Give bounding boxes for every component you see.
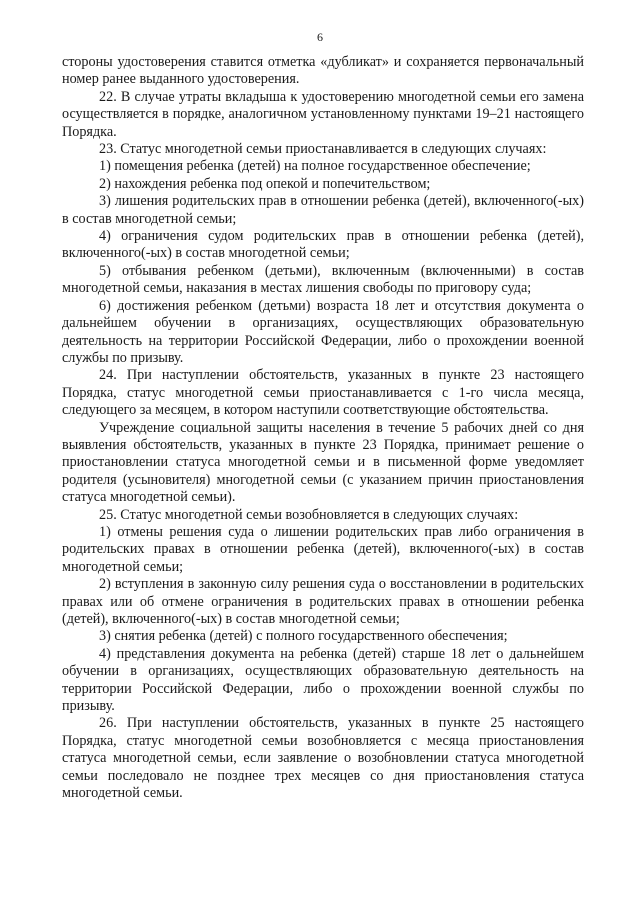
paragraph-24: 24. При наступлении обстоятельств, указанных в пункте 23 настоящего Порядка, статус многодетной семьи приостанавливается с 1-го числа месяца, следующего за месяцем, в котором наступили соответствующие обстоятельства. <box>62 367 584 419</box>
paragraph-23: 23. Статус многодетной семьи приостанавливается в следующих случаях: <box>99 141 547 158</box>
paragraph-24-notice: Учреждение социальной защиты населения в течение 5 рабочих дней со дня выявления обстоятельств, указанных в пункте 23 Порядка, принимает решение о приостановлении статуса многодетной семьи и в письменной форме уведомляет родителя (усыновителя) многодетной семьи (с указанием причин приостановления статуса многодетной семьи). <box>62 419 584 506</box>
paragraph-25-item-1: 1) отмены решения суда о лишении родительских прав либо ограничения в родительских правах в отношении ребенка (детей), включенного(-ых) в состав многодетной семьи; <box>62 523 584 575</box>
paragraph-continuation: стороны удостоверения ставится отметка «дубликат» и сохраняется первоначальный номер ранее выданного удостоверения. <box>62 54 584 88</box>
paragraph-23-item-3: 3) лишения родительских прав в отношении ребенка (детей), включенного(-ых) в состав многодетной семьи; <box>62 193 584 227</box>
paragraph-23-item-4: 4) ограничения судом родительских прав в отношении ребенка (детей), включенного(-ых) в состав многодетной семьи; <box>62 228 584 262</box>
paragraph-23-item-6: 6) достижения ребенком (детьми) возраста 18 лет и отсутствия документа о дальнейшем обучении в организациях, осуществляющих образовательную деятельность на территории Российской Федерации, либо о прохождении военной службы по призыву. <box>62 297 584 366</box>
paragraph-25-item-3: 3) снятия ребенка (детей) с полного государственного обеспечения; <box>99 628 508 645</box>
paragraph-25: 25. Статус многодетной семьи возобновляется в следующих случаях: <box>99 506 519 523</box>
paragraph-23-item-1: 1) помещения ребенка (детей) на полное государственное обеспечение; <box>99 158 531 175</box>
document-body <box>62 54 584 802</box>
paragraph-22: 22. В случае утраты вкладыша к удостоверению многодетной семьи его замена осуществляется в порядке, аналогичном установленному пунктами 19–21 настоящего Порядка. <box>62 88 584 140</box>
page-number: 6 <box>317 30 323 44</box>
paragraph-23-item-2: 2) нахождения ребенка под опекой и попечительством; <box>99 175 431 192</box>
paragraph-25-item-2: 2) вступления в законную силу решения суда о восстановлении в родительских правах или об отмене ограничения в родительских правах в отношении ребенка (детей), включенного(-ых) в состав многодетной семьи; <box>62 576 584 627</box>
paragraph-23-item-5: 5) отбывания ребенком (детьми), включенным (включенными) в состав многодетной семьи, наказания в местах лишения свободы по приговору суда; <box>62 262 584 297</box>
paragraph-25-item-4: 4) представления документа на ребенка (детей) старше 18 лет о дальнейшем обучении в организациях, осуществляющих образовательную деятельность на территории Российской Федерации, либо о прохождении военной службы по призыву. <box>62 645 584 715</box>
paragraph-26: 26. При наступлении обстоятельств, указанных в пункте 25 настоящего Порядка, статус многодетной семьи возобновляется с месяца приостановления статуса многодетной семьи, если заявление о возобновлении статуса многодетной семьи последовало не позднее трех месяцев со дня приостановления статуса многодетной семьи. <box>62 715 584 802</box>
